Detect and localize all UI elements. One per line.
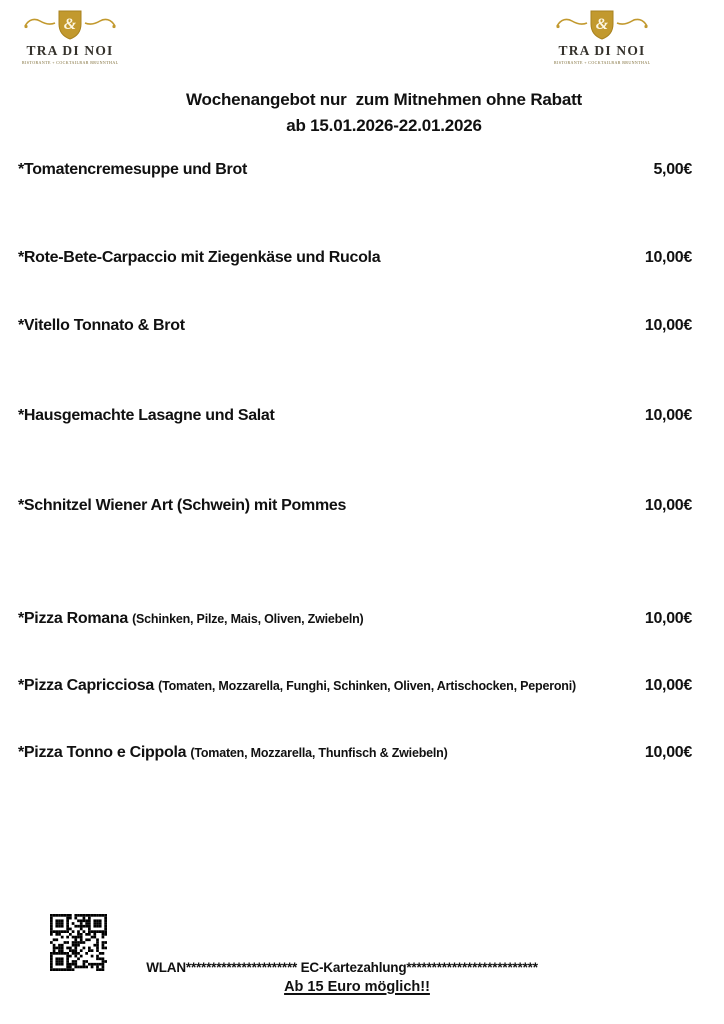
- item-name: *Schnitzel Wiener Art (Schwein) mit Pommes: [18, 497, 347, 514]
- menu-item-row: [18, 407, 692, 425]
- item-price: 10,00€: [644, 317, 692, 334]
- item-details: (Schinken, Pilze, Mais, Oliven, Zwiebeln): [132, 612, 364, 626]
- logo-right: [554, 8, 650, 65]
- item-name: *Pizza Tonno e Cippola (Tomaten, Mozzarella, Thunfisch & Zwiebeln): [18, 744, 448, 761]
- item-details: (Tomaten, Mozzarella, Funghi, Schinken, Oliven, Artischocken, Peperoni): [158, 679, 576, 693]
- menu-item-row: [18, 744, 692, 762]
- menu-item-row: [18, 677, 692, 695]
- title-block: [44, 90, 724, 136]
- brand-tagline: RISTORANTE + COCKTAILBAR BRUNNTHAL: [22, 60, 119, 65]
- menu-item-row: [18, 249, 692, 267]
- item-name: *Rote-Bete-Carpaccio mit Ziegenkäse und Rucola: [18, 249, 381, 266]
- brand-name: TRA DI NOI: [558, 43, 646, 58]
- item-name: *Vitello Tonnato & Brot: [18, 317, 185, 334]
- logo-left: [22, 8, 118, 65]
- item-price: 5,00€: [653, 161, 692, 178]
- svg-text:&: &: [595, 16, 609, 33]
- item-price: 10,00€: [644, 497, 692, 514]
- item-price: 10,00€: [644, 744, 692, 761]
- crest-icon: [22, 8, 118, 42]
- item-name: *Tomatencremesuppe und Brot: [18, 161, 247, 178]
- item-details: (Tomaten, Mozzarella, Thunfisch & Zwiebeln): [190, 746, 448, 760]
- minimum-amount-note: Ab 15 Euro möglich!!: [284, 979, 430, 995]
- brand-name: TRA DI NOI: [26, 43, 114, 58]
- brand-tagline: RISTORANTE + COCKTAILBAR BRUNNTHAL: [554, 60, 651, 65]
- payment-info: WLAN********************** EC-Kartezahlung**************************: [146, 960, 538, 975]
- item-name: *Pizza Capricciosa (Tomaten, Mozzarella, Funghi, Schinken, Oliven, Artischocken, Peperoni): [18, 677, 576, 694]
- item-price: 10,00€: [644, 407, 692, 424]
- menu-item-row: [18, 610, 692, 628]
- date-range: ab 15.01.2026-22.01.2026: [286, 116, 482, 135]
- menu-item-row: [18, 317, 692, 335]
- crest-icon: [554, 8, 650, 42]
- item-name: *Pizza Romana (Schinken, Pilze, Mais, Oliven, Zwiebeln): [18, 610, 364, 627]
- item-price: 10,00€: [644, 610, 692, 627]
- menu-item-row: [18, 497, 692, 515]
- item-price: 10,00€: [644, 677, 692, 694]
- item-name: *Hausgemachte Lasagne und Salat: [18, 407, 275, 424]
- item-price: 10,00€: [644, 249, 692, 266]
- svg-text:&: &: [63, 16, 77, 33]
- page-title: Wochenangebot nur zum Mitnehmen ohne Rabatt: [185, 90, 583, 109]
- menu-item-row: [18, 161, 692, 179]
